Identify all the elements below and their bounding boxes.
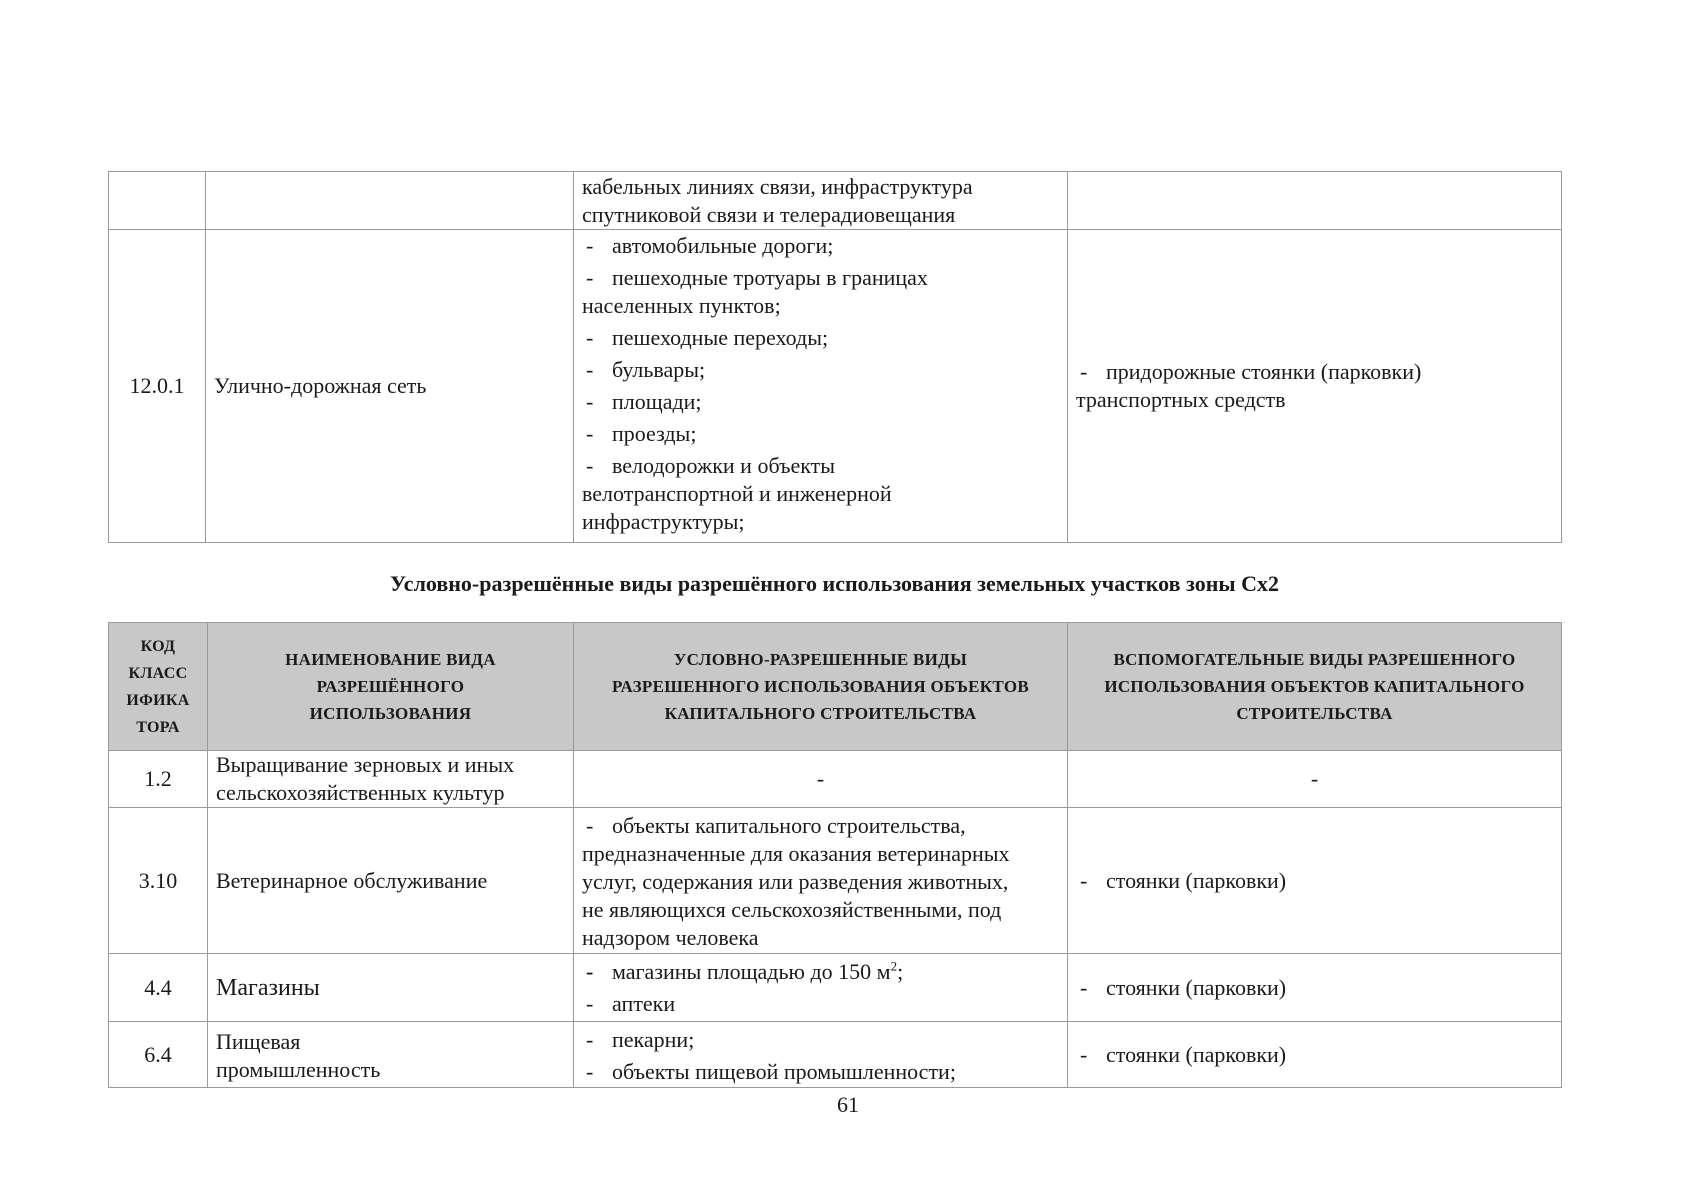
table-row (109, 954, 1562, 1022)
aux-uses-cell (1068, 954, 1562, 1022)
list-item: - пекарни; (586, 1026, 695, 1052)
main-uses-cell (574, 230, 1068, 543)
list-item: - пешеходные переходы; (586, 325, 829, 350)
use-name-cell: Пищевая промышленность (208, 1022, 574, 1088)
list-item: - аптеки (586, 990, 676, 1016)
conditional-uses-table (108, 622, 1562, 1088)
column-header-aux-uses: ВСПОМОГАТЕЛЬНЫЕ ВИДЫ РАЗРЕШЕННОГО ИСПОЛЬЗОВАНИЯ ОБЪЕКТОВ КАПИТАЛЬНОГО СТРОИТЕЛЬСТВА (1068, 623, 1562, 751)
page-number: 61 (837, 1092, 859, 1117)
list-item: - пешеходные тротуары в границах населенных пунктов; (582, 265, 928, 318)
text-line: кабельных линиях связи, инфраструктура (582, 173, 973, 199)
column-header-conditional-uses: УСЛОВНО-РАЗРЕШЕННЫЕ ВИДЫ РАЗРЕШЕННОГО ИСПОЛЬЗОВАНИЯ ОБЪЕКТОВ КАПИТАЛЬНОГО СТРОИТЕЛЬСТВА (574, 623, 1068, 751)
list-item: - проезды; (586, 421, 697, 446)
section-heading: Условно-разрешённые виды разрешённого использования земельных участков зоны Сх2 (390, 571, 1279, 596)
list-item: - объекты капитального строительства, предназначенные для оказания ветеринарных услуг, содержания или разведения животных, не являющихся сельскохозяйственными, под надзором человека (582, 813, 1010, 950)
list-item: - стоянки (парковки) (1080, 867, 1287, 893)
use-name-cell: Улично-дорожная сеть (206, 230, 574, 543)
list-item: - автомобильные дороги; (586, 233, 834, 258)
list-item: - магазины площадью до 150 $м^2$; (586, 958, 904, 984)
table-row (109, 230, 1562, 543)
table-row (109, 1022, 1562, 1088)
column-header-use-name: НАИМЕНОВАНИЕ ВИДА РАЗРЕШЁННОГО ИСПОЛЬЗОВАНИЯ (208, 623, 574, 751)
table-row (109, 172, 1562, 230)
list-item: - стоянки (парковки) (1080, 974, 1287, 1000)
aux-uses-cell: - (1068, 751, 1562, 808)
list-item: - объекты пищевой промышленности; (586, 1058, 956, 1084)
conditional-uses-cell: - (574, 751, 1068, 808)
column-header-code: КОД КЛАСС ИФИКА ТОРА (109, 623, 208, 751)
list-item: - стоянки (парковки) (1080, 1041, 1287, 1067)
table-row (109, 751, 1562, 808)
table-row (109, 808, 1562, 954)
list-item: - площади; (586, 389, 702, 414)
classifier-code-cell: 1.2 (109, 751, 208, 808)
table-header-row (109, 623, 1562, 751)
list-item: - велодорожки и объекты велотранспортной и инженерной инфраструктуры; (582, 453, 892, 534)
list-item: - бульвары; (586, 357, 706, 382)
list-item: - придорожные стоянки (парковки) транспортных средств (1076, 359, 1422, 412)
use-name-cell: Магазины (208, 954, 574, 1022)
conditional-uses-cell (574, 808, 1068, 954)
classifier-code-cell: 3.10 (109, 808, 208, 954)
text-line: спутниковой связи и телерадиовещания (582, 201, 956, 227)
classifier-code-cell: 4.4 (109, 954, 208, 1022)
conditional-uses-cell (574, 1022, 1068, 1088)
classifier-code-cell: 12.0.1 (109, 230, 206, 543)
use-name-cell: Выращивание зерновых и иных сельскохозяйственных культур (208, 751, 574, 808)
aux-uses-cell (1068, 1022, 1562, 1088)
classifier-code-cell: 6.4 (109, 1022, 208, 1088)
use-name-cell (206, 172, 574, 230)
aux-uses-cell (1068, 172, 1562, 230)
classifier-code-cell (109, 172, 206, 230)
use-name-cell: Ветеринарное обслуживание (208, 808, 574, 954)
aux-uses-cell (1068, 230, 1562, 543)
conditional-uses-cell (574, 954, 1068, 1022)
permitted-uses-table-continued (108, 171, 1562, 543)
main-uses-cell (574, 172, 1068, 230)
aux-uses-cell (1068, 808, 1562, 954)
